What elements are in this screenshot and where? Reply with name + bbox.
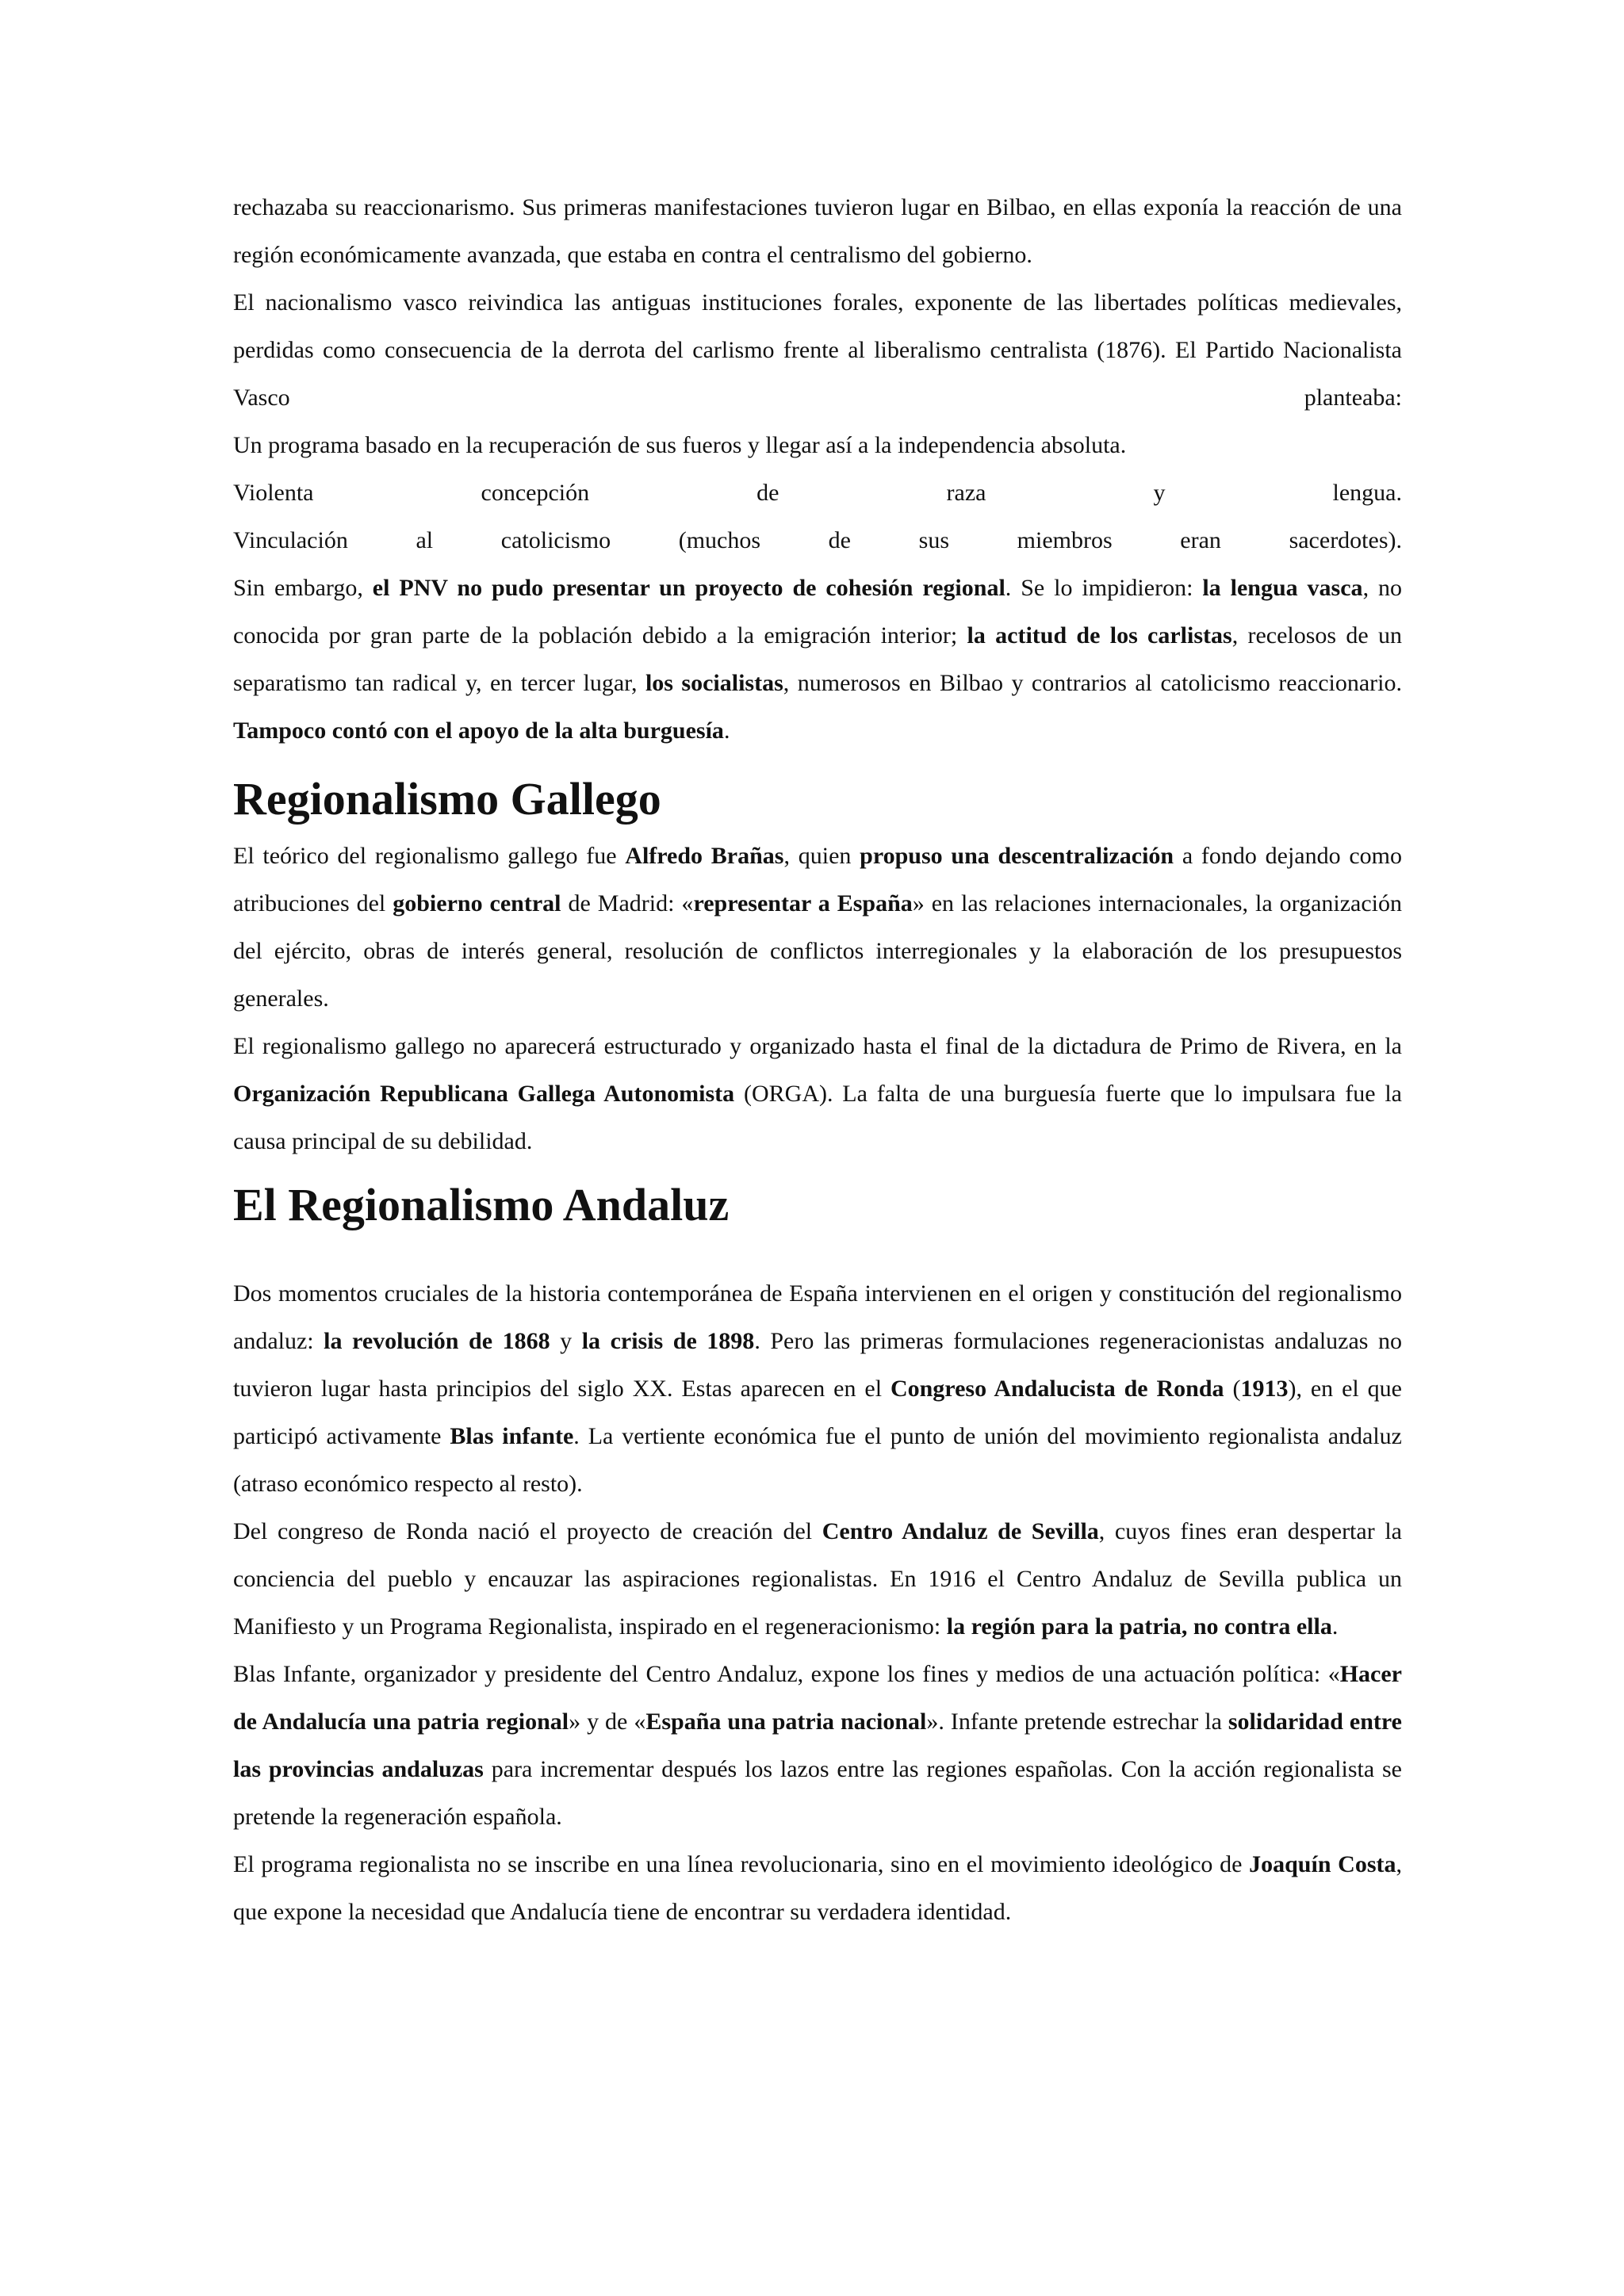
- text-run: (ORGA). La falta de una burguesía fuerte que lo impulsara fue la causa principal de su debilidad.: [233, 1081, 1402, 1154]
- paragraph: [233, 1270, 1402, 1508]
- bold-text: Hacer de Andalucía una patria regional: [233, 1661, 1402, 1735]
- bold-text: la lengua vasca: [1202, 575, 1363, 601]
- text-run: Sin embargo,: [233, 575, 373, 601]
- section-heading: Regionalismo Gallego: [233, 773, 661, 825]
- bold-text: la revolución de 1868: [324, 1328, 550, 1354]
- section-nacionalismo-vasco: [233, 184, 1402, 755]
- paragraph: [233, 279, 1402, 422]
- text-run: Violenta concepción de raza y lengua.: [233, 480, 1402, 506]
- paragraph: [233, 1023, 1402, 1165]
- text-run: Un programa basado en la recuperación de sus fueros y llegar así a la independencia absoluta.: [233, 432, 1127, 458]
- paragraph: [233, 1508, 1402, 1651]
- section-regionalismo-gallego: [233, 771, 1402, 1165]
- text-run: rechazaba su reaccionarismo. Sus primeras manifestaciones tuvieron lugar en Bilbao, en ellas exponía la reacción de una región económicamente avanzada, que estaba en contra el centralismo del gobierno.: [233, 194, 1402, 268]
- text-run: .: [1331, 1613, 1339, 1640]
- section-regionalismo-andaluz: [233, 1177, 1402, 1936]
- text-run: » en las relaciones internacionales, la organización del ejército, obras de interés general, resolución de conflictos interregionales y la elaboración de los presupuestos generales.: [233, 890, 1403, 1012]
- text-run: (: [1224, 1376, 1241, 1402]
- section-heading: El Regionalismo Andaluz: [233, 1179, 730, 1230]
- text-run: para incrementar después los lazos entre las regiones españolas. Con la acción regionalista se pretende la regeneración española.: [233, 1756, 1402, 1830]
- text-run: » y de «: [569, 1709, 646, 1735]
- bold-text: los socialistas: [645, 670, 783, 696]
- paragraph: [233, 1841, 1402, 1936]
- text-run: , quien: [783, 843, 860, 869]
- text-run: .: [723, 718, 730, 744]
- bold-text: gobierno central: [393, 890, 561, 916]
- text-run: Blas Infante, organizador y presidente del Centro Andaluz, expone los fines y medios de una actuación política: «: [233, 1661, 1340, 1687]
- bold-text: el PNV no pudo presentar un proyecto de cohesión regional: [372, 575, 1005, 601]
- paragraph: [233, 517, 1402, 564]
- bold-text: solidaridad entre las provincias andaluzas: [233, 1709, 1402, 1782]
- bold-text: Centro Andaluz de Sevilla: [822, 1518, 1099, 1544]
- text-run: ». Infante pretende estrechar la: [926, 1709, 1228, 1735]
- bold-text: Tampoco contó con el apoyo de la alta burguesía: [233, 718, 724, 744]
- bold-text: la región para la patria, no contra ella: [946, 1613, 1332, 1640]
- text-run: El regionalismo gallego no aparecerá estructurado y organizado hasta el final de la dictadura de Primo de Rivera, en la: [233, 1033, 1402, 1059]
- bold-text: Joaquín Costa: [1249, 1851, 1396, 1877]
- bold-text: España una patria nacional: [645, 1709, 927, 1735]
- text-run: , recelosos de un separatismo tan radical y, en tercer lugar,: [233, 622, 1403, 696]
- text-run: , que expone la necesidad que Andalucía tiene de encontrar su verdadera identidad.: [233, 1851, 1403, 1925]
- text-run: El nacionalismo vasco reivindica las antiguas instituciones forales, exponente de las libertades políticas medievales, perdidas como consecuencia de la derrota del carlismo frente al liberalismo centralista (1876). El Partido Nacionalista Vasco planteaba:: [233, 289, 1402, 411]
- text-run: , numerosos en Bilbao y contrarios al catolicismo reaccionario.: [783, 670, 1402, 696]
- paragraph: [233, 832, 1402, 1023]
- text-run: , cuyos fines eran despertar la conciencia del pueblo y encauzar las aspiraciones regionalistas. En 1916 el Centro Andaluz de Sevilla publica un Manifiesto y un Programa Regionalista, inspirado en el regeneracionismo:: [233, 1518, 1402, 1640]
- bold-text: Congreso Andalucista de Ronda: [890, 1376, 1224, 1402]
- bold-text: Blas infante: [450, 1423, 574, 1449]
- paragraph: [233, 1651, 1402, 1841]
- text-run: . Pero las primeras formulaciones regeneracionistas andaluzas no tuvieron lugar hasta principios del siglo XX. Estas aparecen en el: [233, 1328, 1402, 1402]
- paragraph: [233, 184, 1402, 279]
- text-run: Vinculación al catolicismo (muchos de sus miembros eran sacerdotes).: [233, 527, 1402, 553]
- bold-text: la crisis de 1898: [581, 1328, 755, 1354]
- paragraph: [233, 469, 1402, 517]
- text-run: y: [550, 1328, 582, 1354]
- paragraph: [233, 564, 1402, 755]
- text-run: ), en el que participó activamente: [233, 1376, 1402, 1449]
- text-run: Dos momentos cruciales de la historia contemporánea de España intervienen en el origen y constitución del regionalismo andaluz:: [233, 1280, 1402, 1354]
- bold-text: propuso una descentralización: [860, 843, 1174, 869]
- paragraph: [233, 422, 1402, 469]
- text-run: El programa regionalista no se inscribe en una línea revolucionaria, sino en el movimiento ideológico de: [233, 1851, 1250, 1877]
- text-run: Del congreso de Ronda nació el proyecto de creación del: [233, 1518, 822, 1544]
- text-run: . La vertiente económica fue el punto de unión del movimiento regionalista andaluz (atraso económico respecto al resto).: [233, 1423, 1402, 1497]
- bold-text: representar a España: [693, 890, 913, 916]
- text-run: de Madrid: «: [561, 890, 694, 916]
- text-run: . Se lo impidieron:: [1005, 575, 1203, 601]
- bold-text: la actitud de los carlistas: [967, 622, 1232, 649]
- text-run: a fondo dejando como atribuciones del: [233, 843, 1403, 916]
- bold-text: 1913: [1240, 1376, 1289, 1402]
- bold-text: Alfredo Brañas: [625, 843, 784, 869]
- text-run: , no conocida por gran parte de la población debido a la emigración interior;: [233, 575, 1402, 649]
- text-run: El teórico del regionalismo gallego fue: [233, 843, 626, 869]
- bold-text: Organización Republicana Gallega Autonomista: [233, 1081, 735, 1107]
